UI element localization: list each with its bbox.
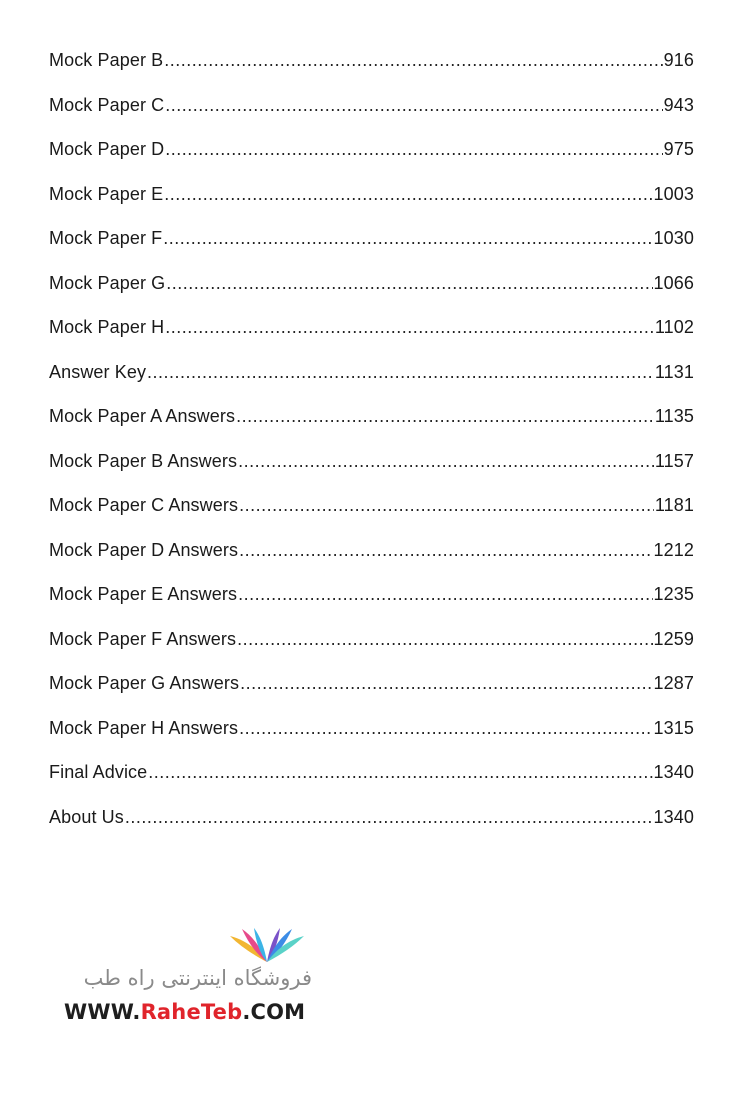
toc-entry-page: 916 (663, 50, 694, 70)
toc-entry-title: Mock Paper A Answers (49, 406, 236, 426)
toc-entry-mock-paper-h[interactable] (49, 317, 694, 362)
toc-entry-answer-key[interactable] (49, 362, 694, 407)
toc-entry-page: 975 (663, 139, 694, 159)
toc-entry-title: Mock Paper E Answers (49, 584, 238, 604)
dot-leader (148, 762, 652, 783)
toc-entry-title: Mock Paper F Answers (49, 628, 237, 649)
dot-leader (165, 317, 654, 338)
toc-entry-title: Mock Paper B Answers (49, 450, 238, 471)
toc-entry-mock-paper-d[interactable] (49, 139, 694, 184)
watermark-url-suffix: .COM (242, 1000, 306, 1024)
dot-leader (239, 540, 652, 561)
toc-entry-title: Mock Paper E (49, 183, 164, 204)
toc-entry-title: Mock Paper H (49, 317, 165, 337)
toc-entry-page: 1259 (653, 628, 694, 649)
toc-entry-title: Final Advice (49, 762, 148, 782)
toc-entry-mock-paper-e-answers[interactable] (49, 584, 694, 629)
watermark-persian-text: فروشگاه اینترنتی راه طب (83, 966, 312, 990)
toc-entry-mock-paper-c[interactable] (49, 95, 694, 140)
toc-entry-page: 1003 (653, 183, 694, 204)
toc-entry-title: Answer Key (49, 361, 147, 382)
toc-entry-mock-paper-a-answers[interactable] (49, 406, 694, 451)
toc-entry-mock-paper-c-answers[interactable] (49, 495, 694, 540)
dot-leader (239, 495, 654, 516)
dot-leader (163, 228, 652, 249)
toc-entry-title: Mock Paper D Answers (49, 539, 239, 560)
toc-entry-page: 1102 (654, 317, 694, 337)
toc-entry-mock-paper-h-answers[interactable] (49, 718, 694, 763)
toc-entry-mock-paper-g-answers[interactable] (49, 673, 694, 718)
watermark-url (64, 1000, 305, 1024)
dot-leader (239, 718, 652, 739)
toc-entry-about-us[interactable] (49, 807, 694, 852)
toc-entry-page: 1235 (653, 584, 694, 604)
dot-leader (165, 139, 662, 160)
toc-entry-page: 1340 (653, 762, 694, 782)
toc-entry-page: 1131 (654, 361, 694, 382)
toc-entry-page: 1157 (654, 450, 694, 471)
toc-entry-title: Mock Paper F (49, 228, 163, 248)
toc-entry-page: 1315 (653, 717, 694, 738)
toc-entry-mock-paper-b[interactable] (49, 50, 694, 95)
table-of-contents (49, 50, 694, 851)
toc-entry-mock-paper-d-answers[interactable] (49, 540, 694, 585)
toc-entry-title: Mock Paper C (49, 94, 165, 115)
toc-entry-mock-paper-f-answers[interactable] (49, 629, 694, 674)
open-book-icon (224, 926, 310, 964)
watermark-url-prefix: WWW. (64, 1000, 141, 1024)
dot-leader (236, 406, 654, 427)
toc-entry-page: 1181 (654, 495, 694, 515)
toc-entry-title: Mock Paper B (49, 50, 164, 70)
toc-entry-title: Mock Paper G (49, 272, 166, 293)
toc-entry-mock-paper-e[interactable] (49, 184, 694, 229)
toc-entry-title: Mock Paper C Answers (49, 495, 239, 515)
toc-entry-mock-paper-g[interactable] (49, 273, 694, 318)
toc-entry-mock-paper-b-answers[interactable] (49, 451, 694, 496)
toc-entry-page: 1287 (653, 673, 694, 693)
raheteb-watermark (62, 922, 312, 1032)
toc-entry-title: Mock Paper D (49, 139, 165, 159)
dot-leader (164, 184, 652, 205)
toc-entry-page: 1030 (653, 228, 694, 248)
toc-entry-page: 1066 (653, 272, 694, 293)
toc-entry-final-advice[interactable] (49, 762, 694, 807)
toc-entry-page: 1212 (653, 539, 694, 560)
dot-leader (164, 50, 662, 71)
toc-entry-page: 943 (663, 94, 694, 115)
watermark-url-brand: RaheTeb (140, 1000, 243, 1024)
dot-leader (125, 807, 653, 828)
toc-entry-title: About Us (49, 806, 124, 827)
dot-leader (147, 362, 654, 383)
toc-entry-page: 1340 (653, 806, 694, 827)
dot-leader (237, 629, 652, 650)
toc-entry-mock-paper-f[interactable] (49, 228, 694, 273)
toc-entry-page: 1135 (654, 406, 694, 426)
dot-leader (165, 95, 662, 116)
dot-leader (238, 584, 652, 605)
toc-entry-title: Mock Paper G Answers (49, 673, 240, 693)
dot-leader (166, 273, 652, 294)
toc-entry-title: Mock Paper H Answers (49, 717, 239, 738)
dot-leader (238, 451, 654, 472)
dot-leader (240, 673, 652, 694)
